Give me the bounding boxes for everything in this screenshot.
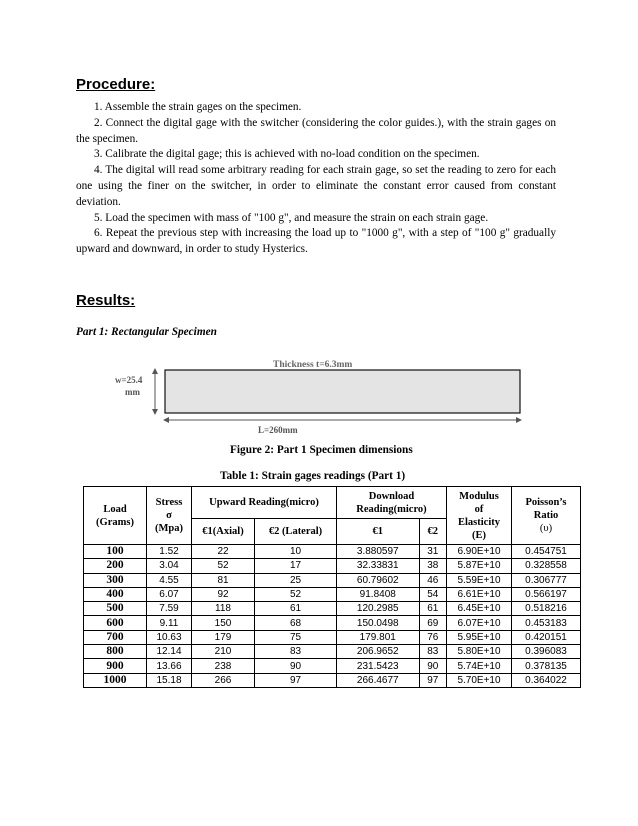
table-cell: 32.33831 bbox=[337, 559, 420, 573]
table-cell: 25 bbox=[255, 573, 337, 587]
table-cell: 69 bbox=[419, 616, 447, 630]
table-cell: 266 bbox=[192, 673, 255, 687]
table-cell: 61 bbox=[419, 602, 447, 616]
table-row bbox=[84, 602, 581, 616]
header-load: Load (Grams) bbox=[84, 487, 147, 545]
procedure-step-6: 6. Repeat the previous step with increasing the load up to "1000 g", with a step of "100 g" gradually upward and downward, in order to study Hysterics. bbox=[76, 227, 556, 256]
table-cell: 17 bbox=[255, 559, 337, 573]
table-cell: 5.87E+10 bbox=[447, 559, 512, 573]
header-poisson: Poisson’s Ratio (υ) bbox=[512, 487, 581, 545]
length-label: L=260mm bbox=[258, 425, 298, 435]
table-cell: 52 bbox=[192, 559, 255, 573]
procedure-step-4: 4. The digital will read some arbitrary reading for each strain gage, so set the reading to zero for each one using the finer on the switcher, in order to eliminate the constant error caused from constant deviation. bbox=[76, 164, 556, 208]
table-cell: 210 bbox=[192, 645, 255, 659]
table-cell: 900 bbox=[84, 659, 147, 673]
table-row bbox=[84, 659, 581, 673]
table-cell: 6.90E+10 bbox=[447, 545, 512, 559]
table-cell: 38 bbox=[419, 559, 447, 573]
table-cell: 5.80E+10 bbox=[447, 645, 512, 659]
table-cell: 200 bbox=[84, 559, 147, 573]
table-cell: 97 bbox=[419, 673, 447, 687]
table-cell: 0.518216 bbox=[512, 602, 581, 616]
table-cell: 5.59E+10 bbox=[447, 573, 512, 587]
table-cell: 1.52 bbox=[147, 545, 192, 559]
table-cell: 3.880597 bbox=[337, 545, 420, 559]
table-cell: 100 bbox=[84, 545, 147, 559]
table-cell: 76 bbox=[419, 630, 447, 644]
table-cell: 92 bbox=[192, 587, 255, 601]
procedure-step-3: 3. Calibrate the digital gage; this is achieved with no-load condition on the specimen. bbox=[94, 148, 480, 161]
table-cell: 75 bbox=[255, 630, 337, 644]
table-cell: 500 bbox=[84, 602, 147, 616]
table-cell: 68 bbox=[255, 616, 337, 630]
results-heading: Results: bbox=[76, 292, 136, 309]
table-cell: 700 bbox=[84, 630, 147, 644]
table-row bbox=[84, 587, 581, 601]
header-download: Download Reading(micro) bbox=[337, 487, 447, 519]
table-cell: 0.566197 bbox=[512, 587, 581, 601]
table-cell: 300 bbox=[84, 573, 147, 587]
header-e2: €2 bbox=[419, 519, 447, 545]
table-cell: 6.07 bbox=[147, 587, 192, 601]
table-cell: 6.61E+10 bbox=[447, 587, 512, 601]
table-cell: 52 bbox=[255, 587, 337, 601]
table-cell: 179 bbox=[192, 630, 255, 644]
table-cell: 600 bbox=[84, 616, 147, 630]
table-cell: 31 bbox=[419, 545, 447, 559]
table-cell: 238 bbox=[192, 659, 255, 673]
table-cell: 1000 bbox=[84, 673, 147, 687]
table-cell: 5.74E+10 bbox=[447, 659, 512, 673]
header-e2-lateral: €2 (Lateral) bbox=[255, 519, 337, 545]
table-cell: 15.18 bbox=[147, 673, 192, 687]
table-cell: 0.396083 bbox=[512, 645, 581, 659]
table-row bbox=[84, 573, 581, 587]
table-cell: 10.63 bbox=[147, 630, 192, 644]
table-cell: 6.45E+10 bbox=[447, 602, 512, 616]
thickness-label: Thickness t=6.3mm bbox=[273, 360, 353, 370]
table-cell: 60.79602 bbox=[337, 573, 420, 587]
width-label: w=25.4 bbox=[115, 375, 143, 385]
procedure-step-1: 1. Assemble the strain gages on the specimen. bbox=[94, 101, 302, 113]
table-cell: 800 bbox=[84, 645, 147, 659]
table-cell: 46 bbox=[419, 573, 447, 587]
table-cell: 12.14 bbox=[147, 645, 192, 659]
table-cell: 54 bbox=[419, 587, 447, 601]
table-cell: 97 bbox=[255, 673, 337, 687]
table-cell: 7.59 bbox=[147, 602, 192, 616]
table-cell: 0.453183 bbox=[512, 616, 581, 630]
header-modulus: Modulus of Elasticity (E) bbox=[447, 487, 512, 545]
table-cell: 81 bbox=[192, 573, 255, 587]
table-row bbox=[84, 630, 581, 644]
table-cell: 0.420151 bbox=[512, 630, 581, 644]
table-row bbox=[84, 616, 581, 630]
header-e1-axial: €1(Axial) bbox=[192, 519, 255, 545]
header-upward: Upward Reading(micro) bbox=[192, 487, 337, 519]
table-cell: 90 bbox=[255, 659, 337, 673]
table-cell: 61 bbox=[255, 602, 337, 616]
table-row bbox=[84, 645, 581, 659]
procedure-heading: Procedure: bbox=[76, 76, 156, 93]
table-row bbox=[84, 673, 581, 687]
width-unit-label: mm bbox=[125, 387, 140, 397]
table-cell: 206.9652 bbox=[337, 645, 420, 659]
strain-gages-table bbox=[83, 486, 581, 688]
figure-caption: Figure 2: Part 1 Specimen dimensions bbox=[230, 444, 413, 456]
specimen-figure bbox=[110, 355, 530, 437]
table-cell: 179.801 bbox=[337, 630, 420, 644]
table-cell: 83 bbox=[419, 645, 447, 659]
procedure-step-2: 2. Connect the digital gage with the switcher (considering the color guides.), with the strain gages on the specimen. bbox=[76, 116, 556, 145]
table-cell: 0.364022 bbox=[512, 673, 581, 687]
header-stress: Stress σ (Mpa) bbox=[147, 487, 192, 545]
table-caption: Table 1: Strain gages readings (Part 1) bbox=[220, 470, 406, 482]
table-cell: 150.0498 bbox=[337, 616, 420, 630]
table-cell: 91.8408 bbox=[337, 587, 420, 601]
part1-subheading: Part 1: Rectangular Specimen bbox=[76, 326, 217, 338]
table-cell: 5.70E+10 bbox=[447, 673, 512, 687]
table-cell: 90 bbox=[419, 659, 447, 673]
table-cell: 5.95E+10 bbox=[447, 630, 512, 644]
table-cell: 6.07E+10 bbox=[447, 616, 512, 630]
table-row bbox=[84, 545, 581, 559]
table-cell: 150 bbox=[192, 616, 255, 630]
table-cell: 0.378135 bbox=[512, 659, 581, 673]
table-cell: 83 bbox=[255, 645, 337, 659]
table-row bbox=[84, 559, 581, 573]
table-cell: 400 bbox=[84, 587, 147, 601]
table-cell: 0.328558 bbox=[512, 559, 581, 573]
specimen-rectangle bbox=[165, 370, 520, 413]
procedure-steps bbox=[76, 100, 556, 258]
table-cell: 0.454751 bbox=[512, 545, 581, 559]
table-cell: 4.55 bbox=[147, 573, 192, 587]
table-cell: 120.2985 bbox=[337, 602, 420, 616]
table-cell: 118 bbox=[192, 602, 255, 616]
table-cell: 9.11 bbox=[147, 616, 192, 630]
table-cell: 231.5423 bbox=[337, 659, 420, 673]
table-cell: 0.306777 bbox=[512, 573, 581, 587]
procedure-step-5: 5. Load the specimen with mass of "100 g", and measure the strain on each strain gage. bbox=[94, 211, 489, 224]
table-cell: 266.4677 bbox=[337, 673, 420, 687]
header-e1: €1 bbox=[337, 519, 420, 545]
table-cell: 13.66 bbox=[147, 659, 192, 673]
table-cell: 22 bbox=[192, 545, 255, 559]
table-cell: 3.04 bbox=[147, 559, 192, 573]
table-cell: 10 bbox=[255, 545, 337, 559]
